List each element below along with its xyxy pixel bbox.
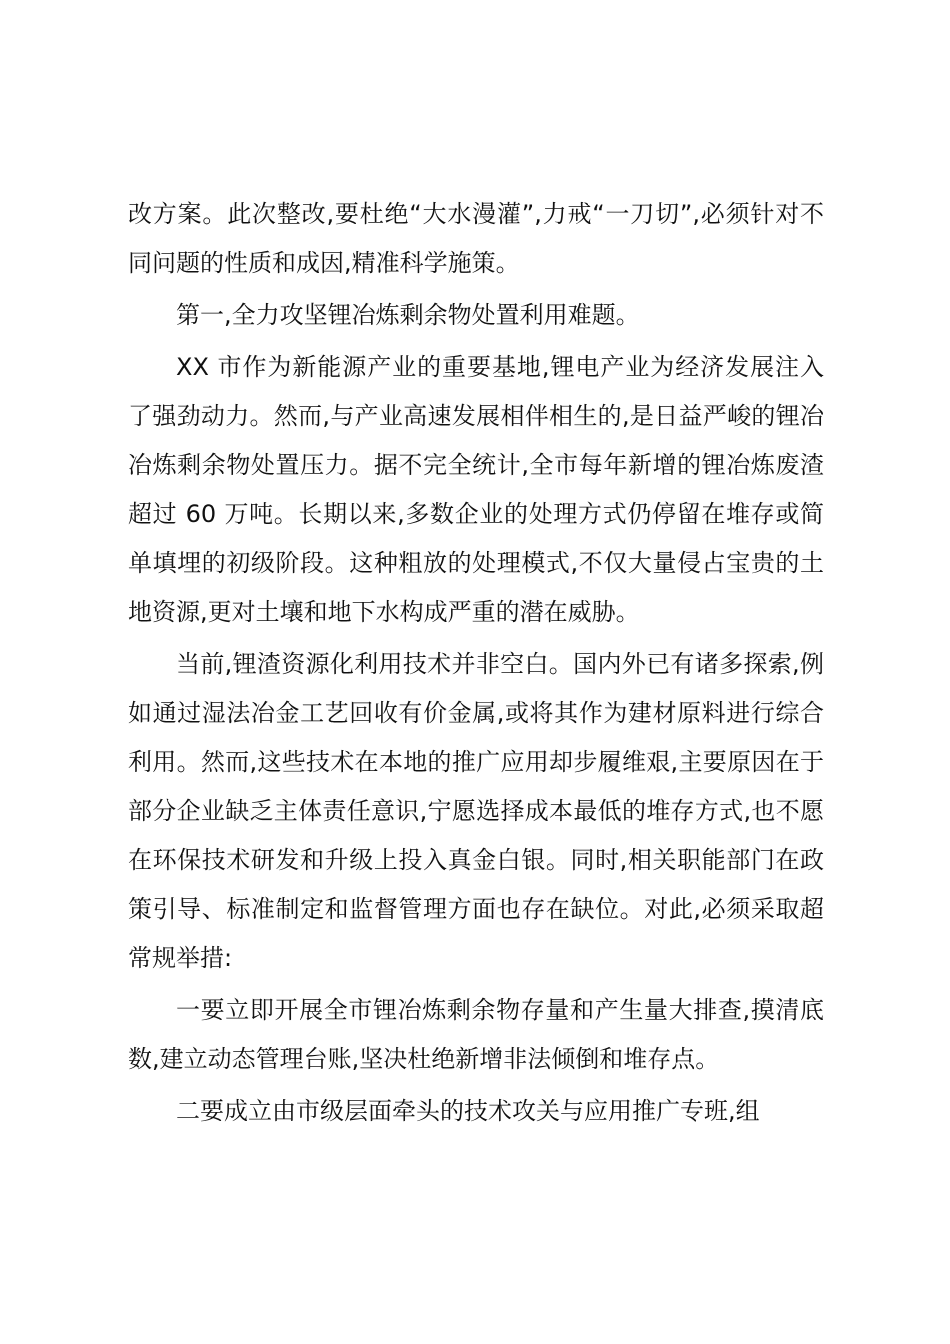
paragraph-continuation: 改方案。此次整改,要杜绝“大水漫灌”,力戒“一刀切”,必须针对不同问题的性质和成因,精准科学施策。 (128, 200, 824, 277)
paragraph-background: XX 市作为新能源产业的重要基地,锂电产业为经济发展注入了强劲动力。然而,与产业高速发展相伴相生的,是日益严峻的锂冶冶炼剩余物处置压力。据不完全统计,全市每年新增的锂冶炼废渣超过 60 万吨。长期以来,多数企业的处理方式仍停留在堆存或简单填埋的初级阶段。这种粗放的处理模式,不仅大量侵占宝贵的土地资源,更对土壤和地下水构成严重的潜在威胁。 (128, 353, 824, 626)
paragraph-measure-two: 二要成立由市级层面牵头的技术攻关与应用推广专班,组 (176, 1097, 760, 1125)
paragraph-measure-one: 一要立即开展全市锂冶炼剩余物存量和产生量大排查,摸清底数,建立动态管理台账,坚决杜绝新增非法倾倒和堆存点。 (128, 996, 824, 1073)
paragraph-current-status: 当前,锂渣资源化利用技术并非空白。国内外已有诸多探索,例如通过湿法冶金工艺回收有价金属,或将其作为建材原料进行综合利用。然而,这些技术在本地的推广应用却步履维艰,主要原因在于部分企业缺乏主体责任意识,宁愿选择成本最低的堆存方式,也不愿在环保技术研发和升级上投入真金白银。同时,相关职能部门在政策引导、标准制定和监督管理方面也存在缺位。对此,必须采取超常规举措: (128, 650, 824, 972)
paragraph-heading-first: 第一,全力攻坚锂冶炼剩余物处置利用难题。 (176, 301, 640, 329)
document-body (128, 190, 824, 1136)
